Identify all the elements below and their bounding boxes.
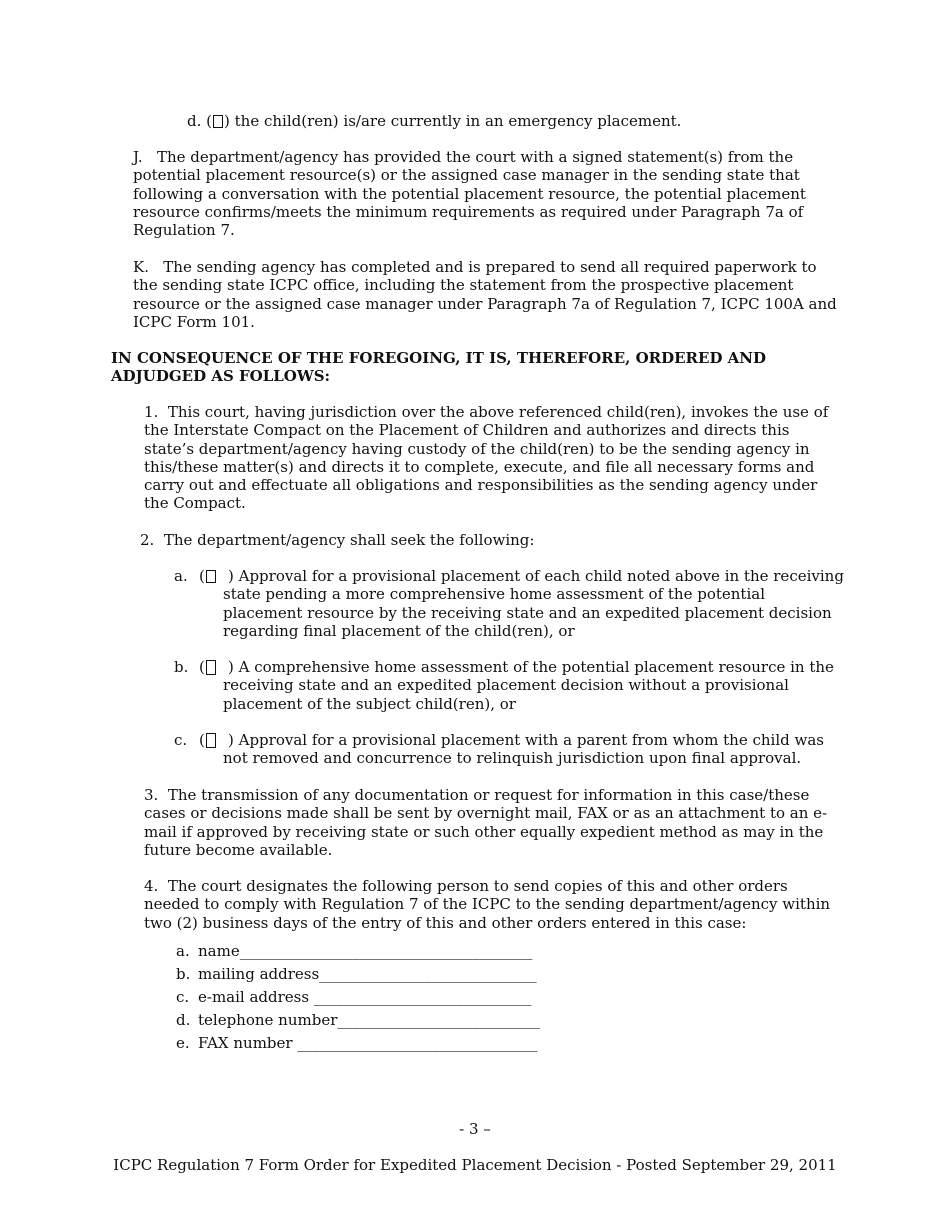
- order-3-label: 3.: [144, 786, 159, 804]
- contact-field-text: e-mail address _____________________________: [198, 988, 532, 1006]
- order-2: [140, 531, 534, 549]
- contact-field-text: FAX number ________________________________: [198, 1034, 538, 1052]
- item-d: d. ( ) the child(ren) is/are currently in an emergency placement.: [187, 112, 682, 130]
- order-2-text: The department/agency shall seek the following:: [163, 531, 535, 549]
- order-1-label: 1.: [144, 403, 159, 421]
- option-b-checkbox[interactable]: [206, 660, 216, 675]
- contact-field-label: d.: [176, 1011, 191, 1029]
- paragraph-j-label: J.: [133, 148, 143, 166]
- contact-telephone-field[interactable]: [176, 1011, 540, 1029]
- option-b: b. ( ) A comprehensive home assessment of the potential placement resource in the receiving state and an expedited placement decision without a provisional placement of the subject child(ren), or: [174, 658, 844, 716]
- contact-fax-field[interactable]: [176, 1034, 537, 1052]
- page-number: - 3 –: [459, 1120, 491, 1138]
- order-4: [144, 877, 834, 932]
- page-footer: ICPC Regulation 7 Form Order for Expedited Placement Decision - Posted September 29, 2011: [113, 1156, 837, 1174]
- paragraph-j-text: The department/agency has provided the court with a signed statement(s) from the potential placement resource(s) or the assigned case manager in the sending state that following a conversation with the potential placement resource, the potential placement resource confirms/meets the minimum requirements as required under Paragraph 7a of Regulation 7.: [133, 148, 806, 240]
- contact-field-text: name_______________________________________: [198, 942, 533, 960]
- paragraph-k-text: The sending agency has completed and is prepared to send all required paperwork to the sending state ICPC office, including the statement from the prospective placement resource or the assigned case manager under Paragraph 7a of Regulation 7, ICPC 100A and ICPC Form 101.: [133, 258, 837, 331]
- order-2-label: 2.: [140, 531, 155, 549]
- order-4-text: The court designates the following person to send copies of this and other orders needed to comply with Regulation 7 of the ICPC to the sending department/agency within two (2) business days of the entry of this and other orders entered in this case:: [144, 877, 831, 932]
- order-4-label: 4.: [144, 877, 159, 895]
- contact-field-label: c.: [176, 988, 190, 1006]
- option-c: c. ( ) Approval for a provisional placement with a parent from whom the child was not removed and concurrence to relinquish jurisdiction upon final approval.: [174, 731, 854, 771]
- item-d-text: ) the child(ren) is/are currently in an emergency placement.: [224, 112, 682, 130]
- order-1: [144, 403, 829, 513]
- option-a: a. ( ) Approval for a provisional placement of each child noted above in the receiving state pending a more comprehensive home assessment of the potential placement resource by the receiving state and an expedited placement decision regarding final placement of the child(ren), or: [174, 567, 844, 642]
- option-a-checkbox[interactable]: [206, 570, 216, 583]
- contact-field-label: e.: [176, 1034, 190, 1052]
- contact-field-text: mailing address_____________________________: [198, 965, 537, 983]
- option-c-text: ) Approval for a provisional placement with a parent from whom the child was not removed and concurrence to relinquish jurisdiction upon final approval.: [223, 731, 824, 768]
- option-c-label: c.: [174, 731, 188, 749]
- order-heading: IN CONSEQUENCE OF THE FOREGOING, IT IS, THEREFORE, ORDERED AND ADJUDGED AS FOLLOWS:: [111, 349, 767, 386]
- option-c-checkbox[interactable]: [206, 733, 216, 748]
- paragraph-k: [133, 258, 838, 331]
- contact-field-text: telephone number___________________________: [198, 1011, 540, 1029]
- paragraph-j: [133, 148, 833, 239]
- order-3: [144, 786, 834, 859]
- item-d-label: d.: [187, 112, 202, 130]
- contact-field-label: b.: [176, 965, 191, 983]
- contact-email-field[interactable]: [176, 988, 531, 1006]
- contact-name-field[interactable]: [176, 942, 532, 960]
- option-b-label: b.: [174, 658, 189, 676]
- option-a-label: a.: [174, 567, 188, 585]
- order-3-text: The transmission of any documentation or request for information in this case/these cases or decisions made shall be sent by overnight mail, FAX or as an attachment to an e-mail if approved by receiving state or such other equally expedient method as may in the future become available.: [144, 786, 828, 859]
- emergency-placement-checkbox[interactable]: [213, 115, 223, 128]
- option-b-text: ) A comprehensive home assessment of the potential placement resource in the receiving state and an expedited placement decision without a provisional placement of the subject child(ren), or: [223, 658, 834, 713]
- paragraph-k-label: K.: [133, 258, 149, 276]
- order-1-text: This court, having jurisdiction over the above referenced child(ren), invokes the use of the Interstate Compact on the Placement of Children and authorizes and directs this state’s department/agency having custody of the child(ren) to be the sending agency in this/these matter(s) and directs it to complete, execute, and file all necessary forms and carry out and effectuate all obligations and responsibilities as the sending agency under the Compact.: [144, 403, 829, 513]
- contact-mailing-address-field[interactable]: [176, 965, 537, 983]
- contact-field-label: a.: [176, 942, 190, 960]
- option-a-text: ) Approval for a provisional placement of each child noted above in the receiving state pending a more comprehensive home assessment of the potential placement resource by the receiving state and an expedited placement decision regarding final placement of the child(ren), or: [223, 567, 844, 640]
